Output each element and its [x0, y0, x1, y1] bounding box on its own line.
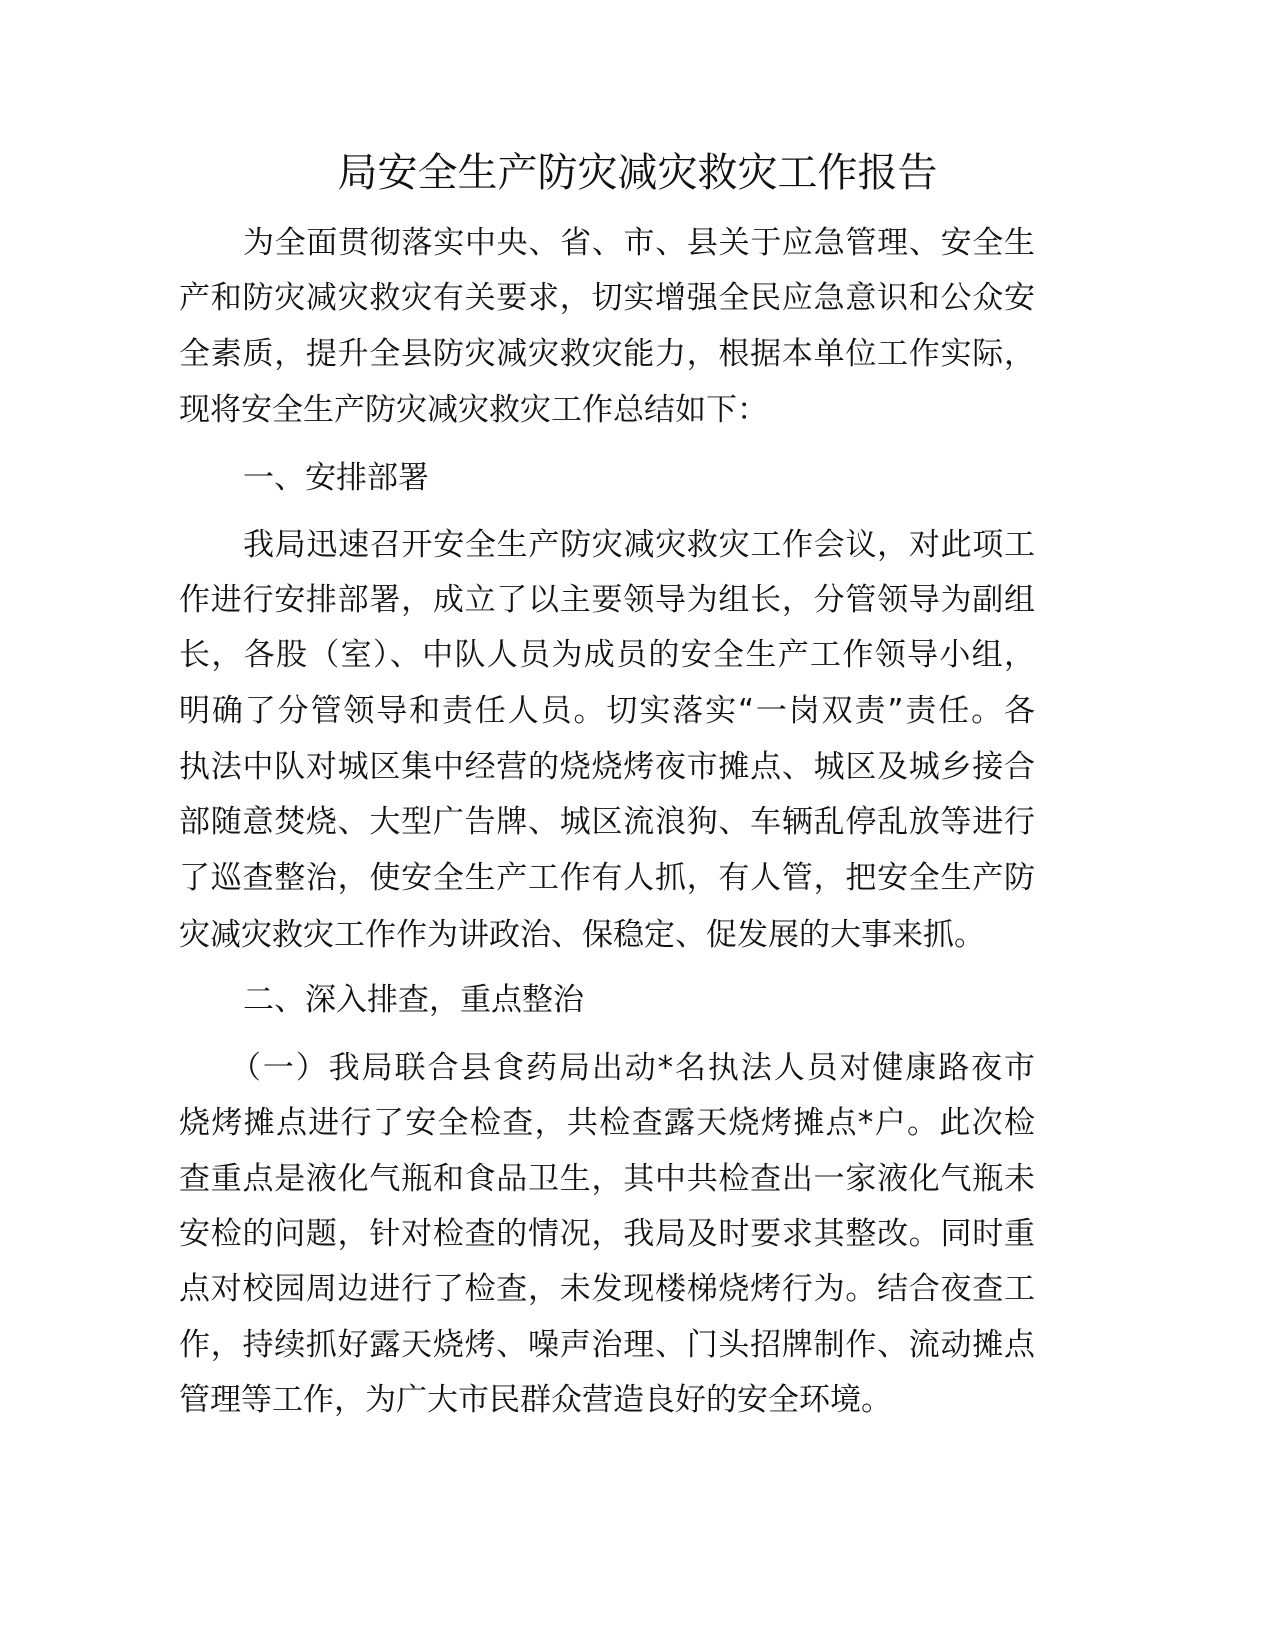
text-line: 点对校园周边进行了检查，未发现楼梯烧烤行为。结合夜查工 — [179, 1271, 1035, 1307]
text-line: （一）我局联合县食药局出动*名执法人员对健康路夜市 — [230, 1050, 1035, 1086]
text-line: 灾减灾救灾工作作为讲政治、保稳定、促发展的大事来抓。 — [179, 917, 985, 953]
text-line: 安检的问题，针对检查的情况，我局及时要求其整改。同时重 — [179, 1216, 1035, 1252]
text-line: 为全面贯彻落实中央、省、市、县关于应急管理、安全生 — [243, 225, 1035, 261]
text-line: 全素质，提升全县防灾减灾救灾能力，根据本单位工作实际， — [179, 336, 1035, 372]
text-line: 管理等工作，为广大市民群众营造良好的安全环境。 — [179, 1382, 892, 1418]
text-line: 烧烤摊点进行了安全检查，共检查露天烧烤摊点*户。此次检 — [179, 1105, 1035, 1141]
section-heading-2: 二、深入排查，重点整治 — [243, 982, 584, 1018]
text-line: 现将安全生产防灾减灾救灾工作总结如下： — [179, 392, 768, 428]
text-line: 产和防灾减灾救灾有关要求，切实增强全民应急意识和公众安 — [179, 280, 1035, 316]
text-line: 作，持续抓好露天烧烤、噪声治理、门头招牌制作、流动摊点 — [179, 1327, 1035, 1363]
text-line: 我局迅速召开安全生产防灾减灾救灾工作会议，对此项工 — [243, 527, 1035, 563]
section-heading-1: 一、安排部署 — [243, 460, 429, 496]
text-line: 作进行安排部署，成立了以主要领导为组长，分管领导为副组 — [179, 582, 1035, 618]
document-title: 局安全生产防灾减灾救灾工作报告 — [337, 150, 938, 196]
text-line: 了巡查整治，使安全生产工作有人抓，有人管，把安全生产防 — [179, 860, 1035, 896]
text-line: 执法中队对城区集中经营的烧烧烤夜市摊点、城区及城乡接合 — [179, 749, 1035, 785]
text-line: 查重点是液化气瓶和食品卫生，其中共检查出一家液化气瓶未 — [179, 1161, 1035, 1197]
text-line: 长，各股（室）、中队人员为成员的安全生产工作领导小组， — [179, 637, 1035, 673]
text-line: 明确了分管领导和责任人员。切实落实“一岗双责”责任。各 — [179, 693, 1035, 729]
text-line: 部随意焚烧、大型广告牌、城区流浪狗、车辆乱停乱放等进行 — [179, 804, 1035, 840]
